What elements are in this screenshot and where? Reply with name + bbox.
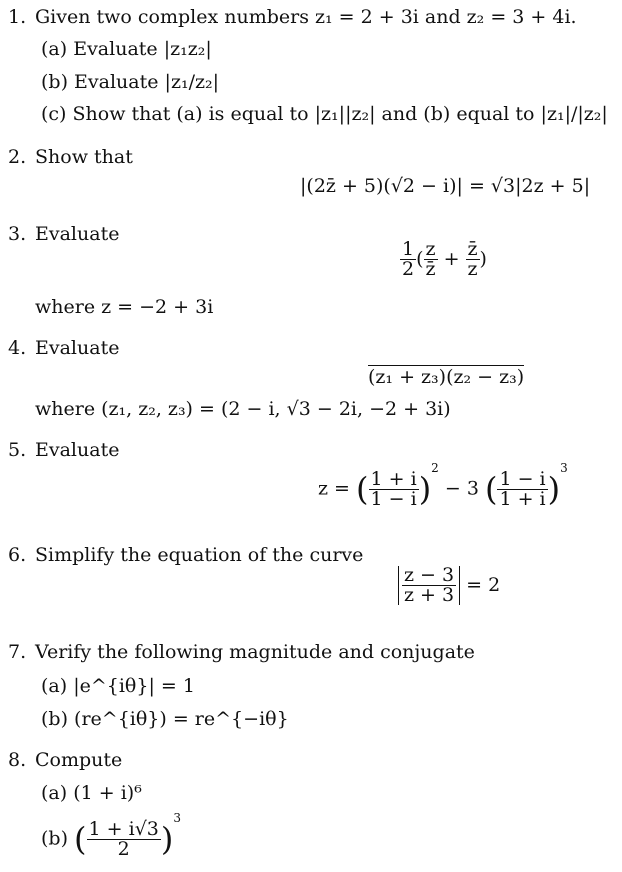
problem-2-equation: |(2z̄ + 5)(√2 − i)| = √3|2z + 5| xyxy=(300,175,591,197)
part-text: Show that (a) is equal to |z₁||z₂| and (b) equal to |z₁|/|z₂| xyxy=(72,103,608,125)
problem-2-text: Show that xyxy=(35,146,133,168)
problem-7b: (b) (re^{iθ}) = re^{−iθ} xyxy=(41,708,289,730)
problem-5-expression: z = ( $\frac{1 + i}{1 - i}$ )$^2$ − 3 ( $\frac{1 - i}{1 + i}$ )$^3$ xyxy=(318,461,568,510)
fraction-2: $\frac{z̄}{z}$ xyxy=(467,238,478,280)
problem-1-text: Given two complex numbers z₁ = 2 + 3i and z₂ = 3 + 4i. xyxy=(35,6,577,28)
problem-8a: (a) (1 + i)⁶ xyxy=(41,782,142,804)
problem-3-where: where z = −2 + 3i xyxy=(35,296,214,318)
problem-1c xyxy=(41,105,608,124)
fraction-1: $\frac{z}{z̄}$ xyxy=(425,238,436,280)
problem-1-number: 1. xyxy=(8,6,27,28)
problem-8-number: 8. xyxy=(8,749,27,771)
problem-4-where: where (z₁, z₂, z₃) = (2 − i, √3 − 2i, −2 + 3i) xyxy=(35,398,451,420)
part-text: Evaluate |z₁z₂| xyxy=(73,38,212,60)
problem-7a: (a) |e^{iθ}| = 1 xyxy=(41,675,195,697)
problem-5-text: Evaluate xyxy=(35,439,120,461)
problem-6-number: 6. xyxy=(8,544,27,566)
problem-6-equation: $\frac{z - 3}{z + 3}$ = 2 xyxy=(398,566,500,605)
part-text: Evaluate |z₁/z₂| xyxy=(74,71,219,93)
part-label: (c) xyxy=(41,103,67,125)
fraction: $\frac{1 + i√3}{2}$ xyxy=(88,817,159,860)
problem-3-text: Evaluate xyxy=(35,223,120,245)
problem-4-text: Evaluate xyxy=(35,337,120,359)
fraction-1: $\frac{1 + i}{1 - i}$ xyxy=(370,467,417,510)
problem-2-number: 2. xyxy=(8,146,27,168)
part-label: (b) xyxy=(41,71,68,93)
problem-3-expression: $\frac{1}{2}$ ( $\frac{z}{z̄}$ + $\frac{z̄}{z}$ ) xyxy=(402,238,487,280)
problem-7-text: Verify the following magnitude and conjugate xyxy=(35,641,475,663)
problem-4-expression: (z₁ + z₃)(z₂ − z₃) xyxy=(368,366,525,388)
problem-5-number: 5. xyxy=(8,439,27,461)
abs-value: $\frac{z - 3}{z + 3}$ xyxy=(398,566,460,605)
part-label: (a) xyxy=(41,38,68,60)
problem-8b: (b) ( $\frac{1 + i√3}{2}$ )$^3$ xyxy=(41,811,182,860)
problem-1a xyxy=(41,40,212,59)
problem-7-number: 7. xyxy=(8,641,27,663)
problem-1b xyxy=(41,73,219,92)
coef-fraction: $\frac{1}{2}$ xyxy=(402,238,415,280)
problem-4-number: 4. xyxy=(8,337,27,359)
problem-6-text: Simplify the equation of the curve xyxy=(35,544,364,566)
fraction-2: $\frac{1 - i}{1 + i}$ xyxy=(499,467,546,510)
problem-8-text: Compute xyxy=(35,749,123,771)
problem-3-number: 3. xyxy=(8,223,27,245)
